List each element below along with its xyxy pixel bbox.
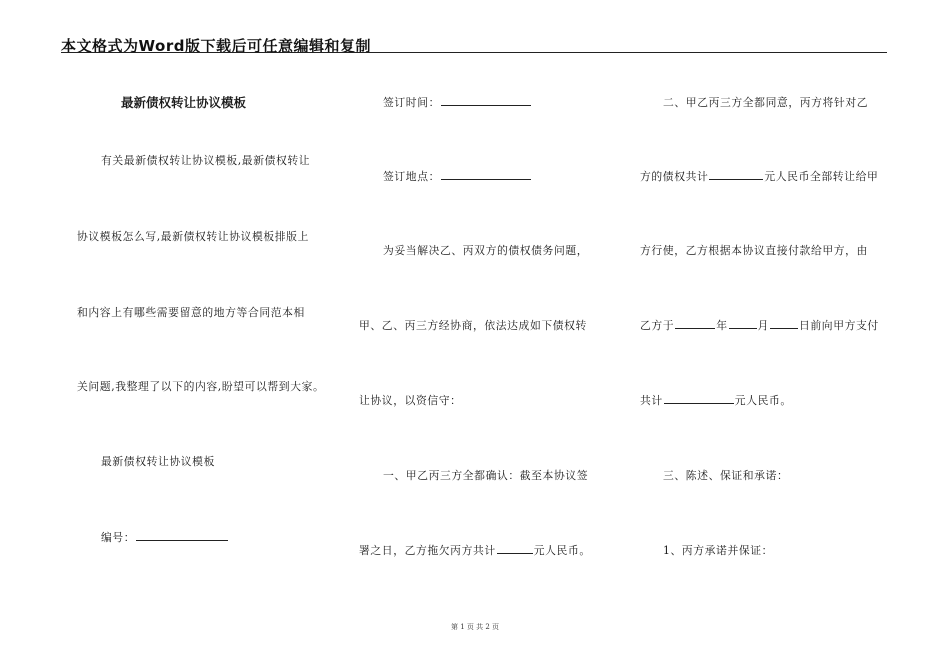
col2-line-6: 一、甲乙丙三方全都确认：截至本协议签 [383, 469, 589, 482]
day-blank [770, 319, 798, 329]
total-unit: 元人民币。 [734, 394, 792, 407]
col2-line-4: 甲、乙、丙三方经协商，依法达成如下债权转 [359, 319, 587, 332]
col2-sign-place [383, 169, 532, 184]
col2-sign-time [383, 95, 532, 110]
col3-line-6: 三、陈述、保证和承诺： [663, 469, 789, 482]
col2-line-3: 为妥当解决乙、丙双方的债权债务问题， [383, 244, 589, 257]
pay-prefix: 乙方于 [640, 319, 675, 332]
col1-line-5: 最新债权转让协议模板 [101, 455, 215, 468]
month-blank [729, 319, 757, 329]
number-label: 编号： [101, 531, 136, 544]
sign-time-label: 签订时间： [383, 96, 440, 109]
doc-title: 最新债权转让协议模板 [121, 95, 247, 110]
col2-line-7 [359, 543, 591, 558]
claim-amount-blank [709, 170, 763, 180]
sign-place-blank [441, 170, 531, 180]
document-header: 本文格式为Word版下载后可任意编辑和复制 [61, 37, 371, 55]
claim-rest: 元人民币全部转让给甲 [764, 170, 879, 183]
page-footer: 第 1 页 共 2 页 [450, 623, 500, 631]
day-rest: 日前向甲方支付 [799, 319, 879, 332]
sign-time-blank [441, 96, 531, 106]
col3-line-1: 二、甲乙丙三方全都同意，丙方将针对乙 [663, 96, 869, 109]
col3-line-5 [640, 393, 792, 408]
claim-text: 方的债权共计 [640, 170, 709, 183]
total-prefix: 共计 [640, 394, 663, 407]
debt-text: 署之日，乙方拖欠丙方共计 [359, 544, 496, 557]
col3-line-2 [640, 169, 878, 184]
total-amount-blank [664, 394, 734, 404]
col3-line-3: 方行使，乙方根据本协议直接付款给甲方，由 [640, 244, 868, 257]
year-blank [675, 319, 715, 329]
col1-line-3: 和内容上有哪些需要留意的地方等合同范本相 [77, 306, 305, 319]
col1-line-1: 有关最新债权转让协议模板,最新债权转让 [101, 154, 311, 167]
year-label: 年 [716, 319, 728, 332]
header-rule [61, 52, 887, 53]
col1-line-2: 协议模板怎么写,最新债权转让协议模板排版上 [77, 230, 309, 243]
number-blank [136, 531, 228, 541]
debt-unit: 元人民币。 [533, 544, 591, 557]
col3-line-4 [640, 318, 879, 333]
debt-amount-blank [497, 544, 533, 554]
col1-number-line [101, 530, 229, 545]
col2-line-5: 让协议，以资信守： [359, 394, 462, 407]
col1-line-4: 关问题,我整理了以下的内容,盼望可以帮到大家。 [77, 380, 325, 393]
sign-place-label: 签订地点： [383, 170, 440, 183]
col3-line-7: 1、丙方承诺并保证： [663, 544, 774, 557]
month-label: 月 [757, 319, 770, 332]
